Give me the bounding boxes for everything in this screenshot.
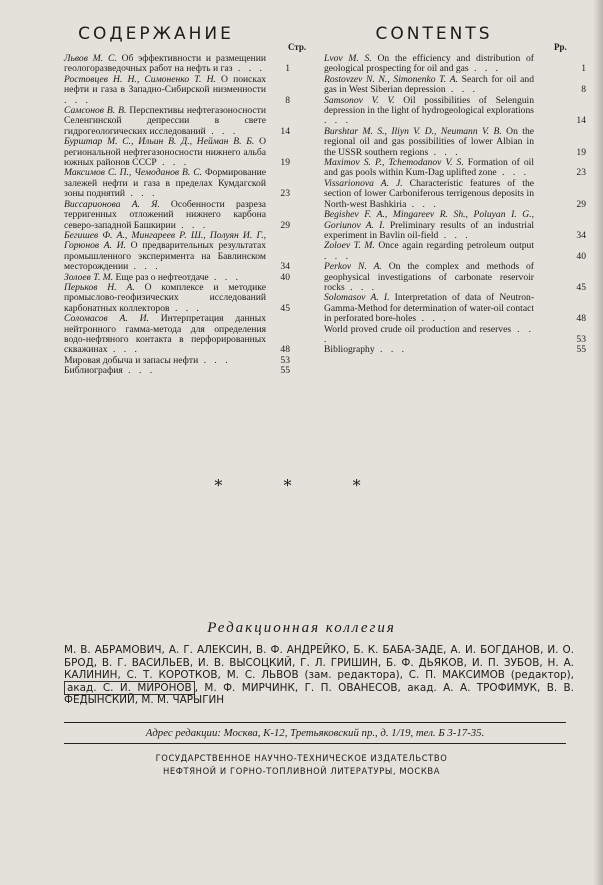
- toc-entry-author: Бурштар М. С., Ильин В. Д., Нейман В. Б.: [64, 136, 255, 148]
- toc-entry-title: Библиография: [64, 365, 123, 377]
- publisher-line-1: ГОСУДАРСТВЕННОЕ НАУЧНО-ТЕХНИЧЕСКОЕ ИЗДАТЕЛЬСТВО: [155, 753, 448, 763]
- toc-entry-page: 8: [285, 94, 290, 106]
- toc-entry-page: 48: [280, 344, 290, 356]
- toc-entry-author: Perkov N. A.: [324, 261, 382, 273]
- toc-entry: [64, 106, 290, 137]
- toc-entry-author: Золоев Т. М.: [64, 271, 114, 283]
- toc-entry-title: Formation of oil and gas pools within Kum-Dag uplifted zone: [324, 157, 534, 179]
- toc-entry-leaders: . . .: [374, 344, 408, 356]
- toc-entry-leaders: . . .: [175, 219, 209, 231]
- toc-entry: [324, 125, 586, 158]
- toc-entry-title: Формирование залежей нефти и газа в пределах Кумдагской зоны поднятий: [64, 167, 266, 200]
- toc-entry-page: 48: [576, 313, 586, 325]
- toc-entry: [324, 94, 586, 127]
- toc-entry: [324, 261, 586, 293]
- toc-entry: [64, 75, 290, 106]
- toc-entry-title: Перспективы нефтегазоносности Селенгинской депрессии в свете гидрогеологических исследований: [64, 105, 266, 137]
- toc-entry-title: О региональной нефтегазоносности нижнего альба южных районов СССР: [64, 136, 266, 169]
- toc-entry-leaders: . . .: [122, 365, 156, 377]
- toc-entry-leaders: . . .: [125, 188, 158, 200]
- toc-entry: [324, 209, 586, 241]
- toc-entry-leaders: . . .: [324, 115, 351, 127]
- toc-entry-leaders: . . .: [205, 125, 239, 137]
- toc-entry-author: Виссарионова А. Я.: [64, 198, 160, 210]
- toc-entry-page: 23: [280, 188, 290, 200]
- toc-entry-page: 19: [280, 157, 290, 169]
- contents-en-heading: CONTENTS: [375, 24, 493, 44]
- toc-entry-leaders: . . .: [324, 250, 351, 262]
- toc-entry: [324, 292, 586, 325]
- toc-entry-title: On the complex and methods of geophysical investigations of carbonate reservoir rocks: [324, 261, 534, 293]
- toc-entry: [324, 157, 586, 179]
- toc-entry-leaders: . . .: [324, 323, 534, 345]
- toc-entry-title: Characteristic features of the section of lower Carboniferous terrigenous deposits in North-west Bashkiria: [324, 177, 535, 210]
- toc-entry-author: Перьков Н. А.: [64, 281, 135, 293]
- toc-entry-leaders: . . .: [428, 146, 461, 158]
- toc-entry-author: Соломасов А. И.: [64, 313, 149, 325]
- toc-entry-title: Об эффективности и размещении геологоразведочных работ на нефть и газ: [64, 53, 266, 75]
- contents-ru-heading: СОДЕРЖАНИЕ: [78, 24, 234, 44]
- toc-entry-page: 34: [280, 261, 290, 273]
- toc-entry-page: 23: [576, 167, 586, 179]
- contents-en-list: [324, 53, 586, 356]
- toc-entry-title: Oil possibilities of Selenguin depression in the light of hydrogeological explorations: [324, 94, 534, 117]
- toc-entry-page: 19: [576, 146, 586, 158]
- toc-entry-page: 34: [576, 229, 586, 241]
- toc-entry-title: World proved crude oil production and reserves: [324, 323, 512, 335]
- toc-entry-title: Preliminary results of an industrial experiment in Bavlin oil-field: [324, 219, 534, 241]
- section-separator: * * *: [214, 476, 389, 495]
- toc-entry: [324, 73, 586, 96]
- toc-entry: [324, 53, 586, 75]
- toc-entry-title: Еще раз о нефтеотдаче: [113, 271, 209, 283]
- contents-ru-page-heading: Стр.: [288, 42, 307, 52]
- toc-entry-page: 45: [576, 281, 586, 293]
- toc-entry-leaders: . . .: [107, 344, 140, 356]
- toc-entry-author: Vissarionova A. J.: [324, 177, 403, 189]
- toc-entry-title: О комплексе и методике промыслово-геофизических исследований карбонатных коллекторов: [64, 281, 266, 314]
- toc-entry-leaders: . . .: [169, 302, 202, 314]
- contents-ru-list: [64, 54, 290, 377]
- toc-entry-page: 8: [581, 84, 586, 96]
- toc-entry-page: 40: [280, 271, 290, 283]
- toc-entry: [324, 240, 586, 262]
- editorial-board-title: Редакционная коллегия: [207, 620, 396, 636]
- toc-entry: [64, 137, 290, 168]
- toc-entry-title: О предварительных результатах промышленного эксперимента на Бавлинском месторождении: [64, 240, 266, 273]
- toc-entry-title: Интерпретация данных нейтронного гамма-метода для определения водо-нефтяного контакта в перфорированных скважинах: [64, 313, 266, 356]
- toc-entry-leaders: . . .: [198, 354, 231, 366]
- publisher-imprint: [0, 752, 603, 778]
- toc-entry: [64, 54, 290, 75]
- board-member-boxed: акад. С. И. МИРОНОВ: [64, 681, 195, 695]
- toc-entry-page: 53: [576, 333, 586, 345]
- toc-entry-page: 40: [576, 250, 586, 262]
- toc-entry-title: Once again regarding petroleum output: [374, 240, 534, 252]
- contents-english: [324, 24, 586, 356]
- toc-entry-leaders: . . .: [438, 229, 471, 241]
- toc-entry-leaders: . . .: [496, 167, 530, 179]
- editorial-board-members: [64, 644, 574, 707]
- toc-entry-author: Львов М. С.: [64, 53, 117, 64]
- toc-entry: [324, 323, 586, 346]
- toc-entry-author: Lvov M. S.: [324, 53, 372, 64]
- toc-entry-leaders: . . .: [156, 157, 190, 169]
- toc-entry-title: Особенности разреза терригенных отложений нижнего карбона северо-западной Башкирии: [64, 198, 267, 231]
- toc-entry-author: Solomasov A. I.: [324, 292, 390, 304]
- toc-entry-page: 55: [576, 344, 586, 356]
- toc-entry-page: 55: [280, 365, 290, 377]
- toc-entry: [64, 231, 290, 273]
- toc-entry-author: Самсонов В. В.: [64, 105, 127, 117]
- toc-entry-leaders: . . .: [468, 63, 502, 75]
- toc-entry-leaders: . . .: [128, 261, 161, 273]
- toc-entry: [64, 314, 290, 356]
- toc-entry-author: Burshtar M. S., Iliyn V. D., Neumann V. B.: [324, 125, 502, 137]
- toc-entry-title: Мировая добыча и запасы нефти: [64, 354, 199, 366]
- toc-entry-title: On the regional oil and gas possibilities of lower Albian in the USSR southern regions: [324, 125, 534, 158]
- toc-entry: [64, 168, 290, 199]
- toc-entry-page: 14: [280, 125, 290, 137]
- toc-entry-leaders: . . .: [445, 84, 479, 96]
- toc-entry-leaders: . . .: [344, 281, 378, 293]
- contents-en-page-heading: Pp.: [554, 42, 567, 52]
- toc-entry-author: Бегишев Ф. А., Мингареев Р. Ш., Полуян И. Г., Горюнов А. И.: [64, 229, 266, 252]
- toc-entry-title: Interpretation of data of Neutron-Gamma-Method for determination of water-oil contact in perforated bore-holes: [324, 292, 535, 325]
- toc-entry-author: Rostovzev N. N., Simonenko T. A.: [324, 73, 458, 85]
- toc-entry-page: 14: [576, 115, 586, 127]
- toc-entry-author: Samsonov V. V.: [324, 94, 395, 106]
- toc-entry-leaders: . . .: [416, 313, 449, 325]
- toc-entry-title: On the efficiency and distribution of geological prospecting for oil and gas: [324, 53, 534, 75]
- toc-entry: [324, 344, 586, 356]
- toc-entry-page: 29: [280, 219, 290, 231]
- toc-entry-title: Search for oil and gas in West Siberian depression: [324, 73, 534, 96]
- board-members-after: , М. Ф. МИРЧИНК, Г. П. ОВАНЕСОВ, акад. А. А. ТРОФИМУК, В. В. ФЕДЫНСКИЙ, М. М. ЧАРЫГИН: [64, 681, 574, 707]
- toc-entry-page: 1: [581, 63, 586, 75]
- toc-entry-leaders: . . .: [232, 63, 265, 75]
- editorial-address: Адрес редакции: Москва, К-12, Третьяковский пр., д. 1/19, тел. Б 3-17-35.: [64, 722, 566, 744]
- toc-entry-author: Максимов С. П., Чемоданов В. С.: [64, 167, 203, 179]
- toc-entry-leaders: . . .: [208, 271, 242, 283]
- toc-entry-author: Maximov S. P., Tchemodanov V. S.: [324, 157, 464, 169]
- toc-entry: [64, 366, 290, 376]
- toc-entry-page: 29: [576, 198, 586, 210]
- toc-entry-page: 53: [280, 354, 290, 366]
- toc-entry-title: О поисках нефти и газа в Западно-Сибирской низменности: [64, 73, 266, 96]
- toc-entry: [64, 200, 290, 231]
- toc-entry: [324, 177, 586, 210]
- toc-entry-page: 45: [280, 302, 290, 314]
- toc-entry-leaders: . . .: [64, 94, 91, 106]
- contents-russian: [64, 24, 307, 377]
- toc-entry-author: Zoloev T. M.: [324, 240, 375, 252]
- toc-entry: [64, 283, 290, 314]
- toc-entry-title: Bibliography: [324, 344, 375, 356]
- publisher-line-2: НЕФТЯНОЙ И ГОРНО-ТОПЛИВНОЙ ЛИТЕРАТУРЫ, МОСКВА: [162, 766, 441, 776]
- toc-entry-author: Ростовцев Н. Н., Симоненко Т. Н.: [64, 73, 216, 85]
- toc-entry-leaders: . . .: [406, 198, 439, 210]
- toc-entry-author: Begishev F. A., Mingareev R. Sh., Poluyan I. G., Goriunov A. I.: [324, 209, 534, 231]
- toc-entry-page: 1: [285, 63, 290, 75]
- board-members-before: М. В. АБРАМОВИЧ, А. Г. АЛЕКСИН, В. Ф. АНДРЕЙКО, Б. К. БАБА-ЗАДЕ, А. И. БОГДАНОВ, И. О. БРОД, В. Г. ВАСИЛЬЕВ, И. В. ВЫСОЦКИЙ, Г. Л. ГРИШИН, Б. Ф. ДЬЯКОВ, И. П. ЗУБОВ, Н. А. КАЛИНИН, С. Т. КОРОТКОВ, М. С. ЛЬВОВ (зам. редактора), С. П. МАКСИМОВ (редактор),: [64, 644, 574, 682]
- contents-columns: [0, 24, 603, 464]
